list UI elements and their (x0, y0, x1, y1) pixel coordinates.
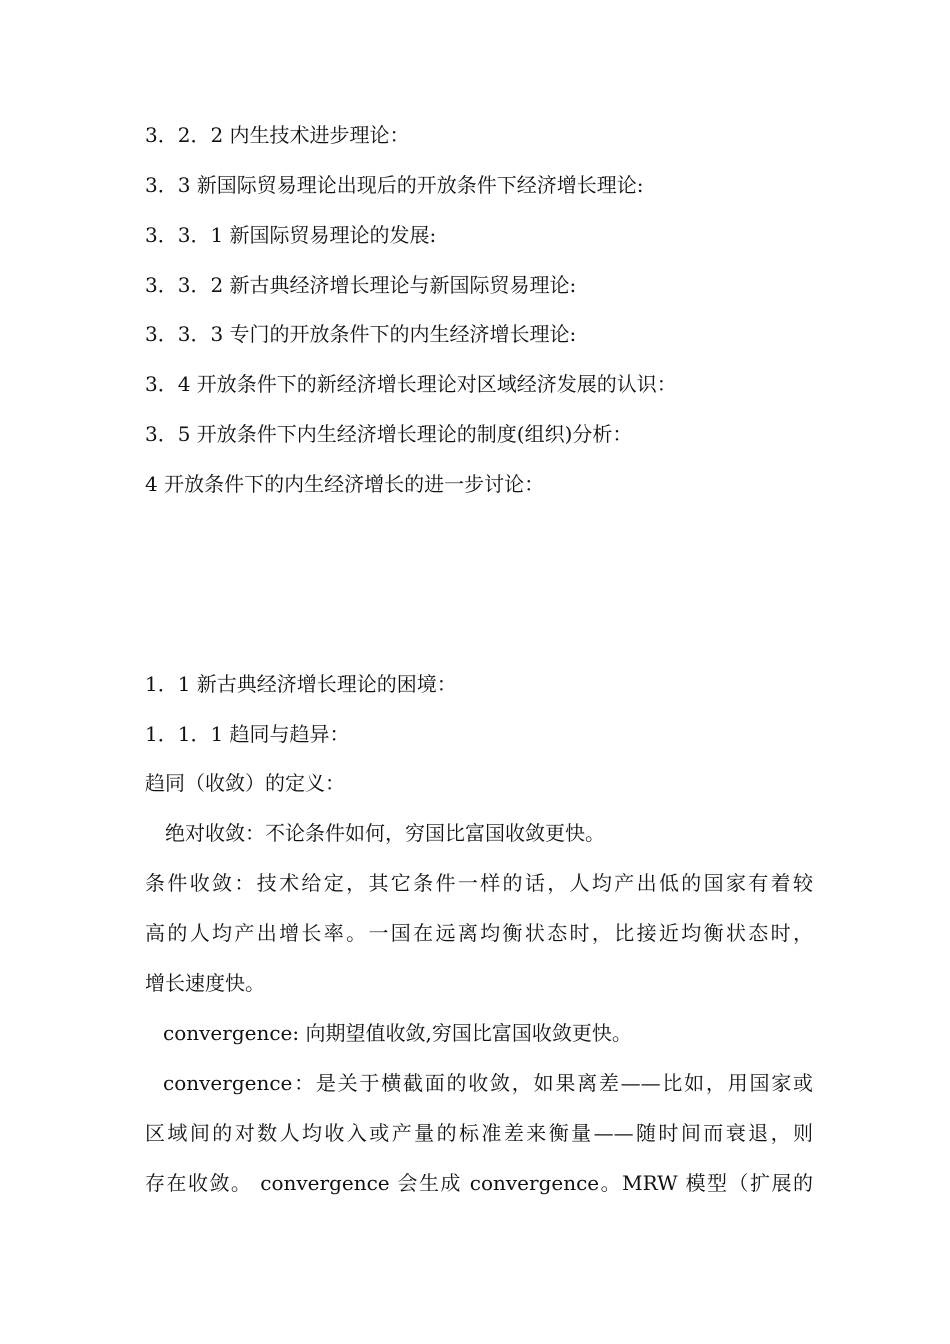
conditional-convergence-line-3: 增长速度快。 (145, 971, 265, 995)
convergence-expectation-text: convergence: 向期望值收敛,穷国比富国收敛更快。 (163, 1021, 632, 1045)
cross-section-convergence-line-3: 存在收敛。 convergence 会生成 convergence。MRW 模型（扩展的 (145, 1171, 813, 1195)
cross-section-convergence-line-1: convergence：是关于横截面的收敛，如果离差——比如，用国家或 (163, 1071, 813, 1095)
toc-line-3-2-2: 3．2．2 内生技术进步理论： (145, 123, 410, 147)
conditional-convergence-line-2: 高的人均产出增长率。一国在远离均衡状态时，比接近均衡状态时， (145, 921, 813, 945)
toc-line-3-3-1: 3．3．1 新国际贸易理论的发展: (145, 223, 437, 247)
conditional-convergence-line-1: 条件收敛：技术给定，其它条件一样的话，人均产出低的国家有着较 (145, 871, 813, 895)
definition-title: 趋同（收敛）的定义： (145, 771, 345, 795)
toc-line-3-5: 3．5 开放条件下内生经济增长理论的制度(组织)分析： (145, 422, 633, 446)
section-heading-1-1: 1．1 新古典经济增长理论的困境： (145, 672, 457, 696)
toc-line-3-3-3: 3．3．3 专门的开放条件下的内生经济增长理论: (145, 322, 577, 346)
absolute-convergence-text: 绝对收敛：不论条件如何，穷国比富国收敛更快。 (165, 821, 605, 845)
toc-line-4: 4 开放条件下的内生经济增长的进一步讨论： (145, 472, 545, 496)
section-heading-1-1-1: 1．1．1 趋同与趋异： (145, 722, 350, 746)
toc-line-3-3: 3．3 新国际贸易理论出现后的开放条件下经济增长理论: (145, 173, 644, 197)
cross-section-convergence-line-2: 区域间的对数人均收入或产量的标准差来衡量——随时间而衰退，则 (145, 1121, 813, 1145)
toc-line-3-4: 3．4 开放条件下的新经济增长理论对区域经济发展的认识： (145, 372, 677, 396)
toc-line-3-3-2: 3．3．2 新古典经济增长理论与新国际贸易理论: (145, 273, 577, 297)
